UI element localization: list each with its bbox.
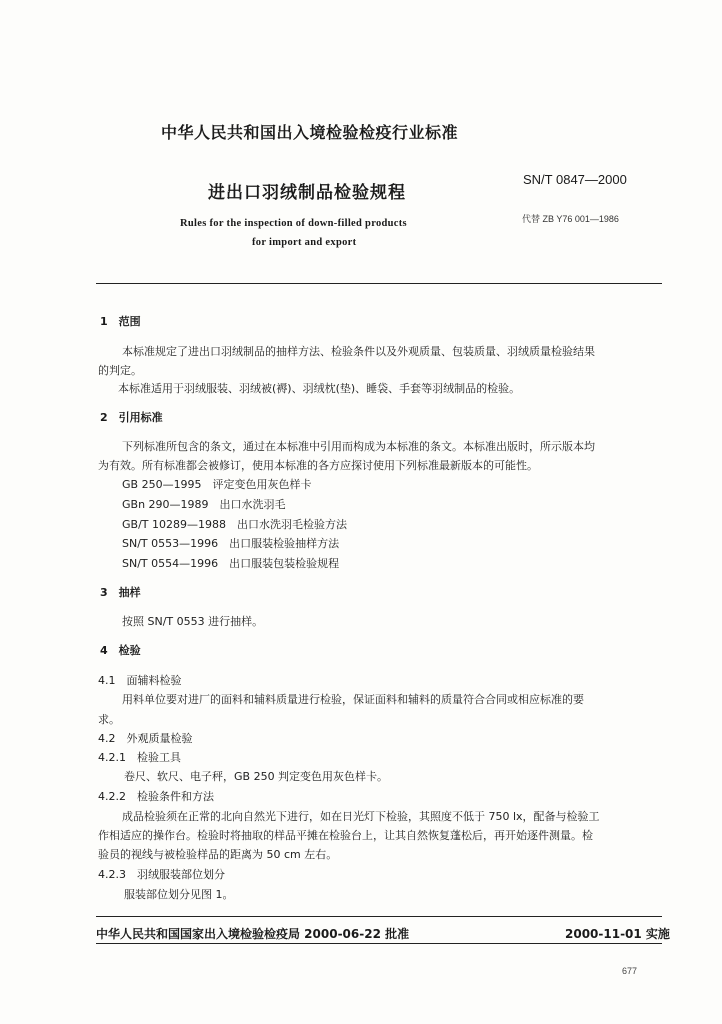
reference-item: GB 250—1995 评定变色用灰色样卡 — [122, 478, 312, 491]
section-1-para-2: 本标准适用于羽绒服装、羽绒被(褥)、羽绒枕(垫)、睡袋、手套等羽绒制品的检验。 — [118, 382, 521, 395]
section-1-heading: 1 范围 — [100, 315, 141, 328]
standard-number: SN/T 0847—2000 — [523, 172, 627, 187]
section-2-para-line-2: 为有效。所有标准都会被修订，使用本标准的各方应探讨使用下列标准最新版本的可能性。 — [98, 459, 538, 472]
section-4-1-heading: 4.1 面辅料检验 — [98, 674, 182, 687]
reference-item: GBn 290—1989 出口水洗羽毛 — [122, 498, 286, 511]
section-4-heading: 4 检验 — [100, 644, 141, 657]
reference-item: SN/T 0554—1996 出口服装包装检验规程 — [122, 557, 340, 570]
section-4-2-1-para: 卷尺、软尺、电子秤，GB 250 判定变色用灰色样卡。 — [124, 770, 389, 783]
section-3-heading: 3 抽样 — [100, 586, 141, 599]
section-4-2-2-para-line-3: 验员的视线与被检验样品的距离为 50 cm 左右。 — [98, 848, 338, 861]
section-3-para: 按照 SN/T 0553 进行抽样。 — [122, 615, 264, 628]
page-number: 677 — [622, 966, 638, 976]
section-4-2-1-heading: 4.2.1 检验工具 — [98, 751, 181, 764]
section-4-2-2-heading: 4.2.2 检验条件和方法 — [98, 790, 214, 803]
section-1-para-1-line-2: 的判定。 — [98, 364, 142, 377]
document-title-en-line2: for import and export — [252, 237, 357, 248]
footer-bottom-divider — [96, 943, 662, 944]
section-2-heading: 2 引用标准 — [100, 411, 163, 424]
section-4-2-heading: 4.2 外观质量检验 — [98, 732, 193, 745]
section-2-para-line-1: 下列标准所包含的条文，通过在本标准中引用而构成为本标准的条文。本标准出版时，所示版本均 — [122, 440, 595, 453]
reference-item: SN/T 0553—1996 出口服装检验抽样方法 — [122, 537, 340, 550]
replaces-standard: 代替 ZB Y76 001—1986 — [522, 214, 619, 224]
section-4-1-para-line-1: 用料单位要对进厂的面料和辅料质量进行检验，保证面料和辅料的质量符合合同或相应标准的要 — [122, 693, 584, 706]
section-4-2-3-para: 服装部位划分见图 1。 — [124, 888, 234, 901]
header-divider — [96, 283, 662, 284]
reference-item: GB/T 10289—1988 出口水洗羽毛检验方法 — [122, 518, 347, 531]
approval-line: 中华人民共和国国家出入境检验检疫局 2000-06-22 批准 — [96, 927, 410, 941]
industry-standard-title: 中华人民共和国出入境检验检疫行业标准 — [161, 123, 459, 142]
document-title-en-line1: Rules for the inspection of down-filled products — [180, 218, 407, 229]
section-4-2-3-heading: 4.2.3 羽绒服装部位划分 — [98, 868, 225, 881]
document-title-cn: 进出口羽绒制品检验规程 — [208, 183, 406, 203]
section-4-1-para-line-2: 求。 — [98, 713, 120, 726]
footer-divider — [96, 916, 662, 917]
section-4-2-2-para-line-1: 成品检验须在正常的北向自然光下进行，如在日光灯下检验，其照度不低于 750 lx，配备与检验工 — [122, 810, 600, 823]
section-1-para-1-line-1: 本标准规定了进出口羽绒制品的抽样方法、检验条件以及外观质量、包装质量、羽绒质量检验结果 — [122, 345, 595, 358]
implementation-date: 2000-11-01 实施 — [565, 927, 670, 941]
section-4-2-2-para-line-2: 作相适应的操作台。检验时将抽取的样品平摊在检验台上，让其自然恢复蓬松后，再开始逐件测量。检 — [98, 829, 593, 842]
